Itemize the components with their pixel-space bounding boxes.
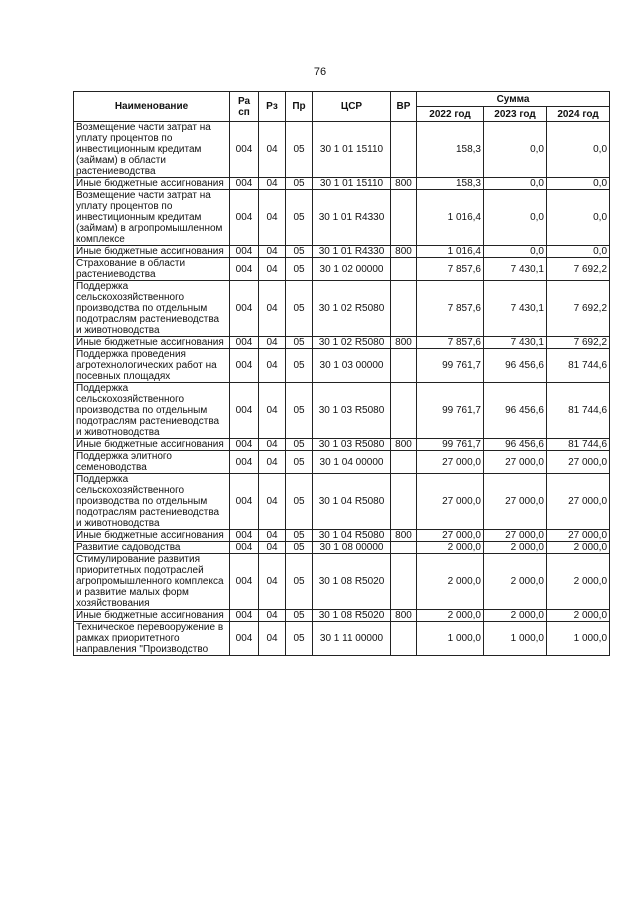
table-row — [74, 474, 610, 530]
row-csr: 30 1 03 R5080 — [313, 439, 391, 451]
table-row — [74, 383, 610, 439]
header-pr: Пр — [286, 92, 313, 122]
row-rasp: 004 — [230, 337, 259, 349]
row-vr: 800 — [391, 610, 417, 622]
row-vr — [391, 383, 417, 439]
row-rz: 04 — [259, 542, 286, 554]
row-amount-2022: 99 761,7 — [417, 349, 484, 383]
row-name: Поддержка сельскохозяйственного производства по отдельным подотраслям растениеводства и животноводства — [74, 281, 230, 337]
row-amount-2022: 99 761,7 — [417, 439, 484, 451]
row-vr — [391, 474, 417, 530]
row-amount-2022: 99 761,7 — [417, 383, 484, 439]
row-rasp: 004 — [230, 530, 259, 542]
row-pr: 05 — [286, 383, 313, 439]
row-vr — [391, 349, 417, 383]
row-pr: 05 — [286, 337, 313, 349]
table-row — [74, 610, 610, 622]
row-amount-2024: 1 000,0 — [547, 622, 610, 656]
row-amount-2024: 7 692,2 — [547, 337, 610, 349]
row-csr: 30 1 01 R4330 — [313, 246, 391, 258]
row-name: Иные бюджетные ассигнования — [74, 439, 230, 451]
row-amount-2023: 27 000,0 — [484, 451, 547, 474]
table-row — [74, 258, 610, 281]
row-pr: 05 — [286, 258, 313, 281]
row-pr: 05 — [286, 554, 313, 610]
row-rasp: 004 — [230, 610, 259, 622]
row-name: Страхование в области растениеводства — [74, 258, 230, 281]
row-amount-2022: 27 000,0 — [417, 474, 484, 530]
header-csr: ЦСР — [313, 92, 391, 122]
row-rasp: 004 — [230, 383, 259, 439]
table-row — [74, 542, 610, 554]
row-amount-2024: 2 000,0 — [547, 542, 610, 554]
row-amount-2022: 1 016,4 — [417, 190, 484, 246]
table-row — [74, 622, 610, 656]
row-rasp: 004 — [230, 439, 259, 451]
row-csr: 30 1 02 R5080 — [313, 281, 391, 337]
row-vr: 800 — [391, 178, 417, 190]
row-amount-2024: 7 692,2 — [547, 281, 610, 337]
header-name: Наименование — [74, 92, 230, 122]
row-amount-2022: 158,3 — [417, 122, 484, 178]
row-amount-2023: 7 430,1 — [484, 281, 547, 337]
row-name: Техническое перевооружение в рамках приоритетного направления "Производство — [74, 622, 230, 656]
row-name: Поддержка элитного семеноводства — [74, 451, 230, 474]
row-amount-2024: 2 000,0 — [547, 554, 610, 610]
row-rz: 04 — [259, 474, 286, 530]
row-amount-2024: 27 000,0 — [547, 530, 610, 542]
row-name: Иные бюджетные ассигнования — [74, 337, 230, 349]
row-amount-2024: 81 744,6 — [547, 383, 610, 439]
row-rasp: 004 — [230, 622, 259, 656]
header-2024: 2024 год — [547, 107, 610, 122]
row-name: Поддержка сельскохозяйственного производства по отдельным подотраслям растениеводства и животноводства — [74, 474, 230, 530]
table-row — [74, 439, 610, 451]
row-vr — [391, 542, 417, 554]
row-rasp: 004 — [230, 451, 259, 474]
row-rz: 04 — [259, 554, 286, 610]
row-rasp: 004 — [230, 190, 259, 246]
row-rasp: 004 — [230, 349, 259, 383]
row-vr — [391, 622, 417, 656]
row-rz: 04 — [259, 246, 286, 258]
row-csr: 30 1 04 R5080 — [313, 530, 391, 542]
row-pr: 05 — [286, 178, 313, 190]
row-pr: 05 — [286, 349, 313, 383]
row-vr — [391, 190, 417, 246]
budget-table — [73, 91, 610, 656]
row-csr: 30 1 01 15110 — [313, 178, 391, 190]
row-rz: 04 — [259, 281, 286, 337]
row-amount-2022: 2 000,0 — [417, 610, 484, 622]
row-amount-2023: 27 000,0 — [484, 530, 547, 542]
table-body — [74, 122, 610, 656]
row-pr: 05 — [286, 190, 313, 246]
row-rz: 04 — [259, 178, 286, 190]
row-amount-2024: 0,0 — [547, 190, 610, 246]
row-name: Стимулирование развития приоритетных подотраслей агропромышленного комплекса и развитие малых форм хозяйствования — [74, 554, 230, 610]
row-csr: 30 1 02 00000 — [313, 258, 391, 281]
row-name: Иные бюджетные ассигнования — [74, 178, 230, 190]
row-amount-2022: 2 000,0 — [417, 554, 484, 610]
row-amount-2022: 27 000,0 — [417, 451, 484, 474]
row-rasp: 004 — [230, 246, 259, 258]
table-row — [74, 349, 610, 383]
row-amount-2023: 2 000,0 — [484, 610, 547, 622]
row-amount-2022: 2 000,0 — [417, 542, 484, 554]
row-amount-2023: 0,0 — [484, 190, 547, 246]
table-row — [74, 451, 610, 474]
row-vr — [391, 258, 417, 281]
row-pr: 05 — [286, 530, 313, 542]
row-amount-2024: 81 744,6 — [547, 349, 610, 383]
row-csr: 30 1 01 15110 — [313, 122, 391, 178]
row-name: Поддержка проведения агротехнологических работ на посевных площадях — [74, 349, 230, 383]
row-amount-2022: 7 857,6 — [417, 281, 484, 337]
row-amount-2023: 2 000,0 — [484, 554, 547, 610]
table-row — [74, 530, 610, 542]
row-csr: 30 1 03 00000 — [313, 349, 391, 383]
row-rasp: 004 — [230, 178, 259, 190]
row-rasp: 004 — [230, 281, 259, 337]
row-rz: 04 — [259, 451, 286, 474]
row-pr: 05 — [286, 451, 313, 474]
row-rz: 04 — [259, 122, 286, 178]
row-amount-2024: 81 744,6 — [547, 439, 610, 451]
row-amount-2023: 96 456,6 — [484, 349, 547, 383]
row-amount-2024: 27 000,0 — [547, 474, 610, 530]
header-2023: 2023 год — [484, 107, 547, 122]
row-pr: 05 — [286, 474, 313, 530]
row-name: Возмещение части затрат на уплату процентов по инвестиционным кредитам (займам) в агропромышленном комплексе — [74, 190, 230, 246]
row-rz: 04 — [259, 610, 286, 622]
row-vr — [391, 554, 417, 610]
row-pr: 05 — [286, 622, 313, 656]
row-amount-2023: 2 000,0 — [484, 542, 547, 554]
row-pr: 05 — [286, 610, 313, 622]
row-amount-2024: 27 000,0 — [547, 451, 610, 474]
row-vr — [391, 281, 417, 337]
row-rz: 04 — [259, 530, 286, 542]
row-pr: 05 — [286, 246, 313, 258]
row-pr: 05 — [286, 122, 313, 178]
row-amount-2023: 7 430,1 — [484, 258, 547, 281]
table-row — [74, 337, 610, 349]
row-amount-2024: 0,0 — [547, 246, 610, 258]
row-pr: 05 — [286, 281, 313, 337]
row-name: Поддержка сельскохозяйственного производства по отдельным подотраслям растениеводства и животноводства — [74, 383, 230, 439]
table-row — [74, 190, 610, 246]
row-rasp: 004 — [230, 258, 259, 281]
row-name: Иные бюджетные ассигнования — [74, 610, 230, 622]
row-csr: 30 1 01 R4330 — [313, 190, 391, 246]
row-vr — [391, 451, 417, 474]
row-csr: 30 1 08 R5020 — [313, 554, 391, 610]
page-number: 76 — [313, 66, 327, 78]
row-rasp: 004 — [230, 122, 259, 178]
row-rz: 04 — [259, 622, 286, 656]
header-rasp: Ра сп — [230, 92, 259, 122]
header-rz: Рз — [259, 92, 286, 122]
row-csr: 30 1 04 00000 — [313, 451, 391, 474]
row-amount-2022: 158,3 — [417, 178, 484, 190]
table-row — [74, 122, 610, 178]
header-2022: 2022 год — [417, 107, 484, 122]
row-name: Иные бюджетные ассигнования — [74, 246, 230, 258]
row-amount-2023: 7 430,1 — [484, 337, 547, 349]
row-csr: 30 1 04 R5080 — [313, 474, 391, 530]
row-rasp: 004 — [230, 474, 259, 530]
row-amount-2023: 27 000,0 — [484, 474, 547, 530]
table-row — [74, 281, 610, 337]
row-amount-2022: 27 000,0 — [417, 530, 484, 542]
row-csr: 30 1 11 00000 — [313, 622, 391, 656]
row-csr: 30 1 08 R5020 — [313, 610, 391, 622]
row-csr: 30 1 03 R5080 — [313, 383, 391, 439]
row-amount-2022: 7 857,6 — [417, 258, 484, 281]
row-amount-2022: 1 000,0 — [417, 622, 484, 656]
row-name: Иные бюджетные ассигнования — [74, 530, 230, 542]
row-amount-2023: 96 456,6 — [484, 439, 547, 451]
row-vr: 800 — [391, 246, 417, 258]
row-rz: 04 — [259, 383, 286, 439]
row-rz: 04 — [259, 190, 286, 246]
row-pr: 05 — [286, 542, 313, 554]
row-amount-2023: 0,0 — [484, 122, 547, 178]
row-csr: 30 1 08 00000 — [313, 542, 391, 554]
row-amount-2024: 7 692,2 — [547, 258, 610, 281]
row-amount-2023: 96 456,6 — [484, 383, 547, 439]
row-name: Возмещение части затрат на уплату процентов по инвестиционным кредитам (займам) в области растениеводства — [74, 122, 230, 178]
row-amount-2024: 2 000,0 — [547, 610, 610, 622]
row-rasp: 004 — [230, 542, 259, 554]
table-header — [74, 92, 610, 122]
table-row — [74, 178, 610, 190]
row-amount-2023: 0,0 — [484, 178, 547, 190]
header-sum: Сумма — [417, 92, 610, 107]
row-rasp: 004 — [230, 554, 259, 610]
row-amount-2023: 0,0 — [484, 246, 547, 258]
row-vr: 800 — [391, 530, 417, 542]
row-rz: 04 — [259, 439, 286, 451]
row-vr: 800 — [391, 337, 417, 349]
table-row — [74, 246, 610, 258]
row-rz: 04 — [259, 337, 286, 349]
row-vr — [391, 122, 417, 178]
row-amount-2023: 1 000,0 — [484, 622, 547, 656]
row-amount-2022: 1 016,4 — [417, 246, 484, 258]
row-vr: 800 — [391, 439, 417, 451]
row-csr: 30 1 02 R5080 — [313, 337, 391, 349]
row-amount-2022: 7 857,6 — [417, 337, 484, 349]
row-rz: 04 — [259, 349, 286, 383]
row-name: Развитие садоводства — [74, 542, 230, 554]
header-vr: ВР — [391, 92, 417, 122]
row-rz: 04 — [259, 258, 286, 281]
row-pr: 05 — [286, 439, 313, 451]
table-row — [74, 554, 610, 610]
row-amount-2024: 0,0 — [547, 122, 610, 178]
row-amount-2024: 0,0 — [547, 178, 610, 190]
